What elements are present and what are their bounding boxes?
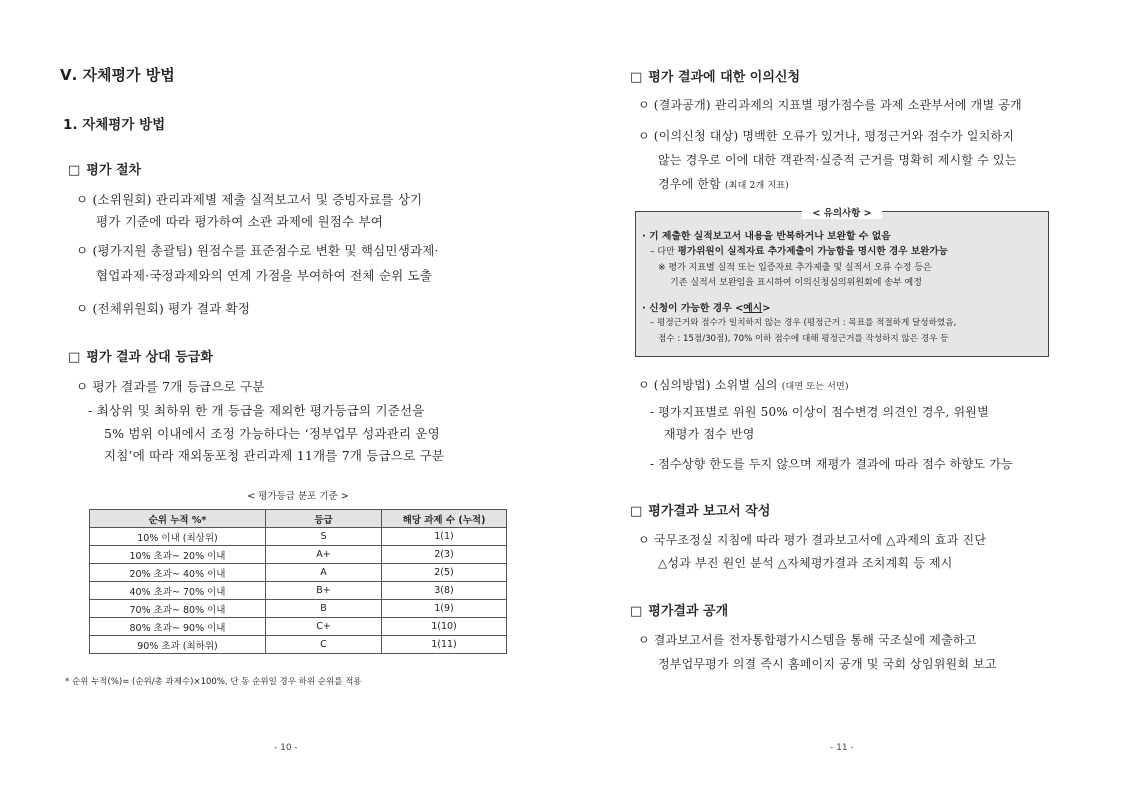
table-cell: 90% 초과 (최하위): [90, 636, 266, 654]
review-item-text: ㅇ (심의방법) 소위별 심의: [638, 378, 778, 392]
public-item-line-2: 정부업무평가 의결 즉시 홈페이지 공개 및 국회 상임위원회 보고: [658, 657, 997, 671]
public-heading-text: 평가결과 공개: [648, 604, 729, 619]
notice-line-5-suffix: >: [762, 303, 771, 314]
appeal-heading: [630, 66, 800, 85]
table-row: [90, 528, 507, 546]
notice-line-3: ※ 평가 지표별 실적 또는 입증자료 추가제출 및 실적서 오류 수정 등은: [658, 263, 932, 273]
table-cell: 2(5): [382, 564, 507, 582]
table-header-cell: 등급: [266, 510, 382, 528]
report-item-line-2: △성과 부진 원인 분석 △자체평가결과 조치계획 등 제시: [658, 556, 953, 570]
left-page: [0, 0, 560, 793]
appeal-heading-text: 평가 결과에 대한 이의신청: [648, 70, 801, 85]
table-row: [90, 546, 507, 564]
right-page: [560, 0, 1121, 793]
page-number: - 11 -: [830, 743, 854, 753]
review-sub-line-1: - 평가지표별로 위원 50% 이상이 점수변경 의견인 경우, 위원별: [650, 405, 989, 419]
notice-line-5-prefix: · 신청이 가능한 경우 <: [642, 303, 744, 314]
appeal-item-2-line-3: [658, 175, 789, 192]
grade-item-sub-line-1: - 최상위 및 최하위 한 개 등급을 제외한 평가등급의 기준선을: [88, 403, 425, 418]
page-number: - 10 -: [274, 743, 298, 753]
table-cell: A+: [266, 546, 382, 564]
proc-heading-text: 평가 절차: [86, 163, 142, 178]
report-heading: [630, 500, 770, 519]
table-cell: B+: [266, 582, 382, 600]
grade-item-sub-line-3: 지침’에 따라 재외동포청 관리과제 11개를 7개 등급으로 구분: [104, 448, 445, 463]
appeal-item-2-line-3-text: 경우에 한함: [658, 177, 721, 191]
table-cell: 20% 초과~ 40% 이내: [90, 564, 266, 582]
table-cell: 1(1): [382, 528, 507, 546]
grade-heading: [68, 346, 213, 365]
appeal-item-1: ㅇ (결과공개) 관리과제의 지표별 평가점수를 과제 소관부서에 개별 공개: [638, 98, 1022, 112]
proc-item-1-line-2: 평가 기준에 따라 평가하여 소관 과제에 원점수 부여: [96, 214, 383, 229]
notice-line-4: 기존 실적서 보완임을 표시하여 이의신청심의위원회에 송부 예정: [670, 278, 922, 288]
grade-distribution-table: [89, 509, 507, 654]
proc-item-2-line-2: 협업과제·국정과제와의 연계 가점을 부여하여 전체 순위 도출: [96, 268, 433, 283]
table-cell: C+: [266, 618, 382, 636]
review-sub-line-3: - 점수상향 한도를 두지 않으며 재평가 결과에 따라 점수 하향도 가능: [650, 457, 1013, 471]
table-cell: C: [266, 636, 382, 654]
proc-item-2-line-1: ㅇ (평가지원 총괄팀) 원점수를 표준점수로 변환 및 핵심민생과제·: [76, 243, 439, 258]
grade-item-sub-line-2: 5% 범위 이내에서 조정 가능하다는 ‘정부업무 성과관리 운영: [104, 426, 440, 441]
checkbox-square-icon: □: [630, 604, 643, 619]
appeal-note: (최대 2개 지표): [725, 181, 789, 191]
proc-item-1-line-1: ㅇ (소위원회) 관리과제별 제출 실적보고서 및 증빙자료를 상기: [76, 192, 423, 207]
notice-line-6: – 평정근거와 점수가 일치하지 않는 경우 (평정근거 : 목표를 적절하게 달성하였음,: [650, 318, 957, 328]
section-title: 1. 자체평가 방법: [63, 117, 166, 133]
table-cell: 40% 초과~ 70% 이내: [90, 582, 266, 600]
public-item-line-1: ㅇ 결과보고서를 전자통합평가시스템을 통해 국조실에 제출하고: [638, 633, 977, 647]
table-cell: 70% 초과~ 80% 이내: [90, 600, 266, 618]
checkbox-square-icon: □: [630, 70, 643, 85]
notice-title-text: < 유의사항 >: [802, 208, 881, 219]
chapter-title: Ⅴ. 자체평가 방법: [60, 66, 175, 84]
report-heading-text: 평가결과 보고서 작성: [648, 504, 771, 519]
table-header-cell: 해당 과제 수 (누적): [382, 510, 507, 528]
table-cell: 1(10): [382, 618, 507, 636]
checkbox-square-icon: □: [68, 350, 81, 365]
table-row: [90, 618, 507, 636]
proc-item-3: ㅇ (전체위원회) 평가 결과 확정: [76, 301, 251, 316]
appeal-item-2-line-1: ㅇ (이의신청 대상) 명백한 오류가 있거나, 평정근거와 점수가 일치하지: [638, 129, 1015, 143]
table-header-cell: 순위 누적 %*: [90, 510, 266, 528]
table-header-row: [90, 510, 507, 528]
report-item-line-1: ㅇ 국무조정실 지침에 따라 평가 결과보고서에 △과제의 효과 진단: [638, 533, 987, 547]
checkbox-square-icon: □: [630, 504, 643, 519]
notice-box: [635, 208, 1049, 357]
table-cell: A: [266, 564, 382, 582]
notice-line-7: 점수 : 15점/30점), 70% 이하 점수에 대해 평정근거를 작성하지 않은 경우 등: [658, 334, 949, 344]
table-row: [90, 564, 507, 582]
notice-line-5: [642, 300, 770, 314]
notice-line-2: [650, 243, 948, 257]
table-cell: S: [266, 528, 382, 546]
grade-heading-text: 평가 결과 상대 등급화: [86, 350, 213, 365]
table-cell: 80% 초과~ 90% 이내: [90, 618, 266, 636]
public-heading: [630, 600, 728, 619]
table-row: [90, 636, 507, 654]
review-note: (대면 또는 서면): [781, 382, 849, 392]
table-cell: 10% 이내 (최상위): [90, 528, 266, 546]
table-cell: 1(9): [382, 600, 507, 618]
notice-line-1: · 기 제출한 실적보고서 내용을 반복하거나 보완할 수 없음: [642, 231, 891, 242]
table-row: [90, 600, 507, 618]
table-cell: 10% 초과~ 20% 이내: [90, 546, 266, 564]
proc-heading: [68, 159, 141, 178]
table-cell: B: [266, 600, 382, 618]
notice-line-5-underlined: 예시: [743, 303, 763, 314]
checkbox-square-icon: □: [68, 163, 81, 178]
table-cell: 3(8): [382, 582, 507, 600]
table-footnote: * 순위 누적(%)= (순위/총 과제수)×100%, 단 동 순위일 경우 하위 순위를 적용: [65, 677, 362, 687]
notice-line-2-prefix: – 다만: [650, 247, 678, 257]
notice-title: [636, 205, 1048, 219]
grade-item-1: ㅇ 평가 결과를 7개 등급으로 구분: [76, 379, 265, 394]
table-caption: < 평가등급 분포 기준 >: [247, 491, 349, 502]
review-item: [638, 376, 849, 393]
notice-line-2-bold: 평가위원이 실적자료 추가제출이 가능함을 명시한 경우 보완가능: [677, 246, 948, 257]
table-cell: 1(11): [382, 636, 507, 654]
table-row: [90, 582, 507, 600]
table-cell: 2(3): [382, 546, 507, 564]
appeal-item-2-line-2: 않는 경우로 이에 대한 객관적·실증적 근거를 명확히 제시할 수 있는: [658, 153, 1017, 167]
review-sub-line-2: 재평가 점수 반영: [664, 427, 755, 441]
